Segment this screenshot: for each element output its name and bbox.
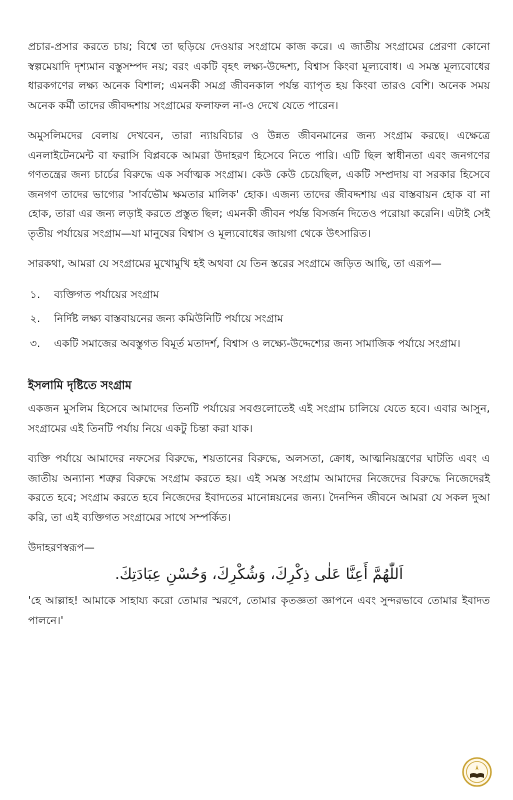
paragraph-intro: প্রচার-প্রসার করতে চায়; বিশ্বে তা ছড়িয়ে দেওয়ার সংগ্রামে কাজ করে। এ জাতীয় সংগ্রামের প্রেরণা কোনো স্বল্পমেয়াদি দৃশ্যমান বস্তুসম্পদ নয়; বরং একটি বৃহৎ লক্ষ্য-উদ্দেশ্য, বিশ্বাস কিংবা মূল্যবোধ। এ সমস্ত মূল্যবোধের ধারকগণের লক্ষ্য অনেক বিশাল; এমনকী সমগ্র জীবনকাল পর্যন্ত ব্যাপৃত হয় কিংবা তারও বেশি। অনেক সময় অনেক কর্মী তাদের জীবদ্দশায় সংগ্রামের ফলাফল না-ও দেখে যেতে পারেন।: [28, 41, 490, 112]
arabic-dua: اَللّٰهُمَّ أَعِنَّا عَلٰى ذِكْرِكَ، وَشُكْرِكَ، وَحُسْنِ عِبَادَتِكَ.: [114, 565, 404, 583]
page-content: [28, 38, 490, 631]
list-text: ব্যক্তিগত পর্যায়ের সংগ্রাম: [54, 288, 160, 301]
publisher-book-logo-icon: [462, 757, 492, 787]
list-number: ১.: [30, 288, 41, 301]
list-text: একটি সমাজের অবস্তুগত বিমূর্ত মতাদর্শ, বিশ্বাস ও লক্ষ্যে-উদ্দেশ্যের জন্য সামাজিক পর্যায়ে সংগ্রাম।: [54, 337, 461, 350]
levels-list: [28, 286, 490, 355]
dua-translation: 'হে আল্লাহ! আমাকে সাহায্য করো তোমার স্মরণে, তোমার কৃতজ্ঞতা জ্ঞাপনে এবং সুন্দরভাবে তোমার ইবাদত পালনে।': [28, 595, 490, 627]
list-number: ২.: [30, 313, 41, 325]
list-text: নির্দিষ্ট লক্ষ্য বাস্তবায়নের জন্য কমিউনিটি পর্যায়ে সংগ্রাম: [54, 313, 284, 325]
paragraph-three-levels: একজন মুসলিম হিসেবে আমাদের তিনটি পর্যায়ের সবগুলোতেই এই সংগ্রাম চালিয়ে যেতে হবে। এবার আসুন, সংগ্রামের এই তিনটি পর্যায় নিয়ে একটু চিন্তা করা যাক।: [28, 403, 490, 435]
example-label: উদাহরণস্বরূপ—: [28, 542, 95, 554]
paragraph-personal-level: ব্যক্তি পর্যায়ে আমাদের নফসের বিরুদ্ধে, শয়তানের বিরুদ্ধে, অলসতা, ক্রোধ, আত্মনিয়ন্ত্রণের ঘাটতি এবং এ জাতীয় অন্যান্য শত্রুর বিরুদ্ধে সংগ্রাম করতে হয়। এই সমস্ত সংগ্রাম আমাদের নিজেদের বিরুদ্ধে নিজেদেরই করতে হবে; সংগ্রাম করতে হবে নিজেদের ইবাদতের মানোন্নয়নের জন্য। দৈনন্দিন জীবনে আমরা যে সকল দুআ করি, তা এই ব্যক্তিগত সংগ্রামের সাথে সম্পর্কিত।: [28, 453, 490, 524]
section-heading: ইসলামি দৃষ্টিতে সংগ্রাম: [28, 378, 132, 392]
list-number: ৩.: [30, 337, 41, 350]
list-item: [28, 310, 490, 330]
list-item: [28, 286, 490, 306]
paragraph-non-muslims: অমুসলিমদের বেলায় দেখবেন, তারা ন্যায়বিচার ও উন্নত জীবনমানের জন্য সংগ্রাম করছে। এক্ষেত্রে এনলাইটেনমেন্ট বা ফরাসি বিপ্লবকে আমরা উদাহরণ হিসেবে নিতে পারি। এটি ছিল স্বাধীনতা এবং জনগণের গণতন্ত্রের জন্য চার্চের বিরুদ্ধে এক সর্বাত্মক সংগ্রাম। কেউ কেউ চেয়েছিল, একটি সম্প্রদায় বা সরকার হিসেবে জনগণ তাদের ভাগ্যের 'সার্বভৌম ক্ষমতার মালিক' হোক। এজন্য তাদের জীবদ্দশায় এর বাস্তবায়ন হোক বা না হোক, তারা এর জন্য লড়াই করতে প্রস্তুত ছিল; এমনকী জীবন পর্যন্ত বিসর্জন দিতেও পরোয়া করেনি। এটাই সেই তৃতীয় পর্যায়ের সংগ্রাম—যা মানুষের বিশ্বাস ও মূল্যবোধের জায়গা থেকে উৎসারিত।: [28, 130, 490, 240]
list-item: [28, 335, 490, 355]
paragraph-summary: সারকথা, আমরা যে সংগ্রামের মুখোমুখি হই অথবা যে তিন স্তরের সংগ্রামে জড়িত আছি, তা এরূপ—: [28, 258, 442, 270]
